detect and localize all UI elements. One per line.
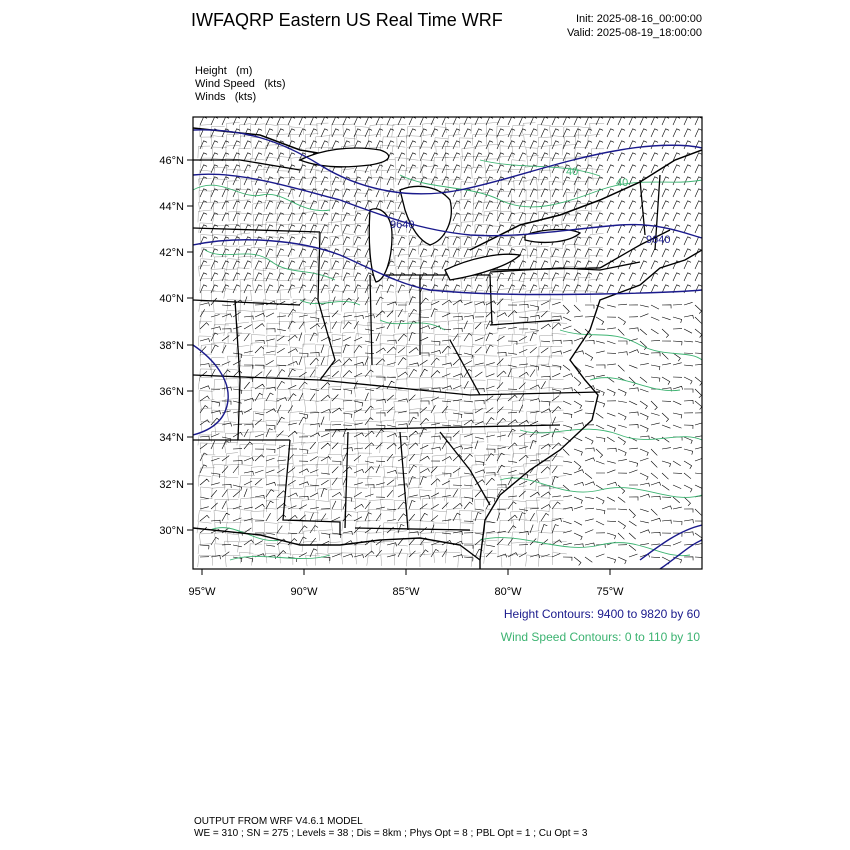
lon-label: 80°W (494, 586, 522, 598)
field-height-name: Height (195, 65, 227, 77)
field-winds (195, 91, 256, 103)
lat-label: 46°N (159, 155, 184, 167)
lat-label: 36°N (159, 386, 184, 398)
chart-title: IWFAQRP Eastern US Real Time WRF (191, 10, 503, 30)
field-winds-name: Winds (195, 91, 226, 103)
lon-label: 95°W (188, 586, 216, 598)
footer-model-line: OUTPUT FROM WRF V4.6.1 MODEL (194, 816, 363, 827)
height-contour-caption: Height Contours: 9400 to 9820 by 60 (503, 607, 700, 621)
latitude-axis (159, 155, 193, 537)
wind-contour-label: 40 (566, 166, 579, 178)
footer-config-line: WE = 310 ; SN = 275 ; Levels = 38 ; Dis = 8km ; Phys Opt = 8 ; PBL Opt = 1 ; Cu Opt = 3 (194, 828, 588, 839)
longitude-axis (188, 569, 624, 598)
field-wind-speed (195, 78, 286, 90)
lat-label: 38°N (159, 340, 184, 352)
height-contour-label: 9640 (646, 234, 671, 246)
lat-label: 30°N (159, 525, 184, 537)
valid-time: Valid: 2025-08-19_18:00:00 (567, 27, 702, 39)
wind-contour-caption: Wind Speed Contours: 0 to 110 by 10 (500, 630, 700, 644)
lat-label: 44°N (159, 201, 184, 213)
field-wind-speed-name: Wind Speed (195, 78, 255, 90)
lon-label: 75°W (596, 586, 624, 598)
lat-label: 32°N (159, 479, 184, 491)
lat-label: 42°N (159, 247, 184, 259)
field-winds-unit: (kts) (234, 91, 257, 103)
lon-label: 90°W (290, 586, 318, 598)
wind-contour-label: 40 (616, 177, 629, 189)
lat-label: 34°N (159, 432, 184, 444)
field-wind-speed-unit: (kts) (264, 78, 286, 90)
init-time: Init: 2025-08-16_00:00:00 (576, 13, 702, 25)
map-panel (150, 110, 730, 600)
height-contour-label: 9640 (390, 219, 415, 231)
field-height-unit: (m) (235, 65, 253, 77)
lat-label: 40°N (159, 293, 184, 305)
lon-label: 85°W (392, 586, 420, 598)
field-height (195, 65, 252, 77)
